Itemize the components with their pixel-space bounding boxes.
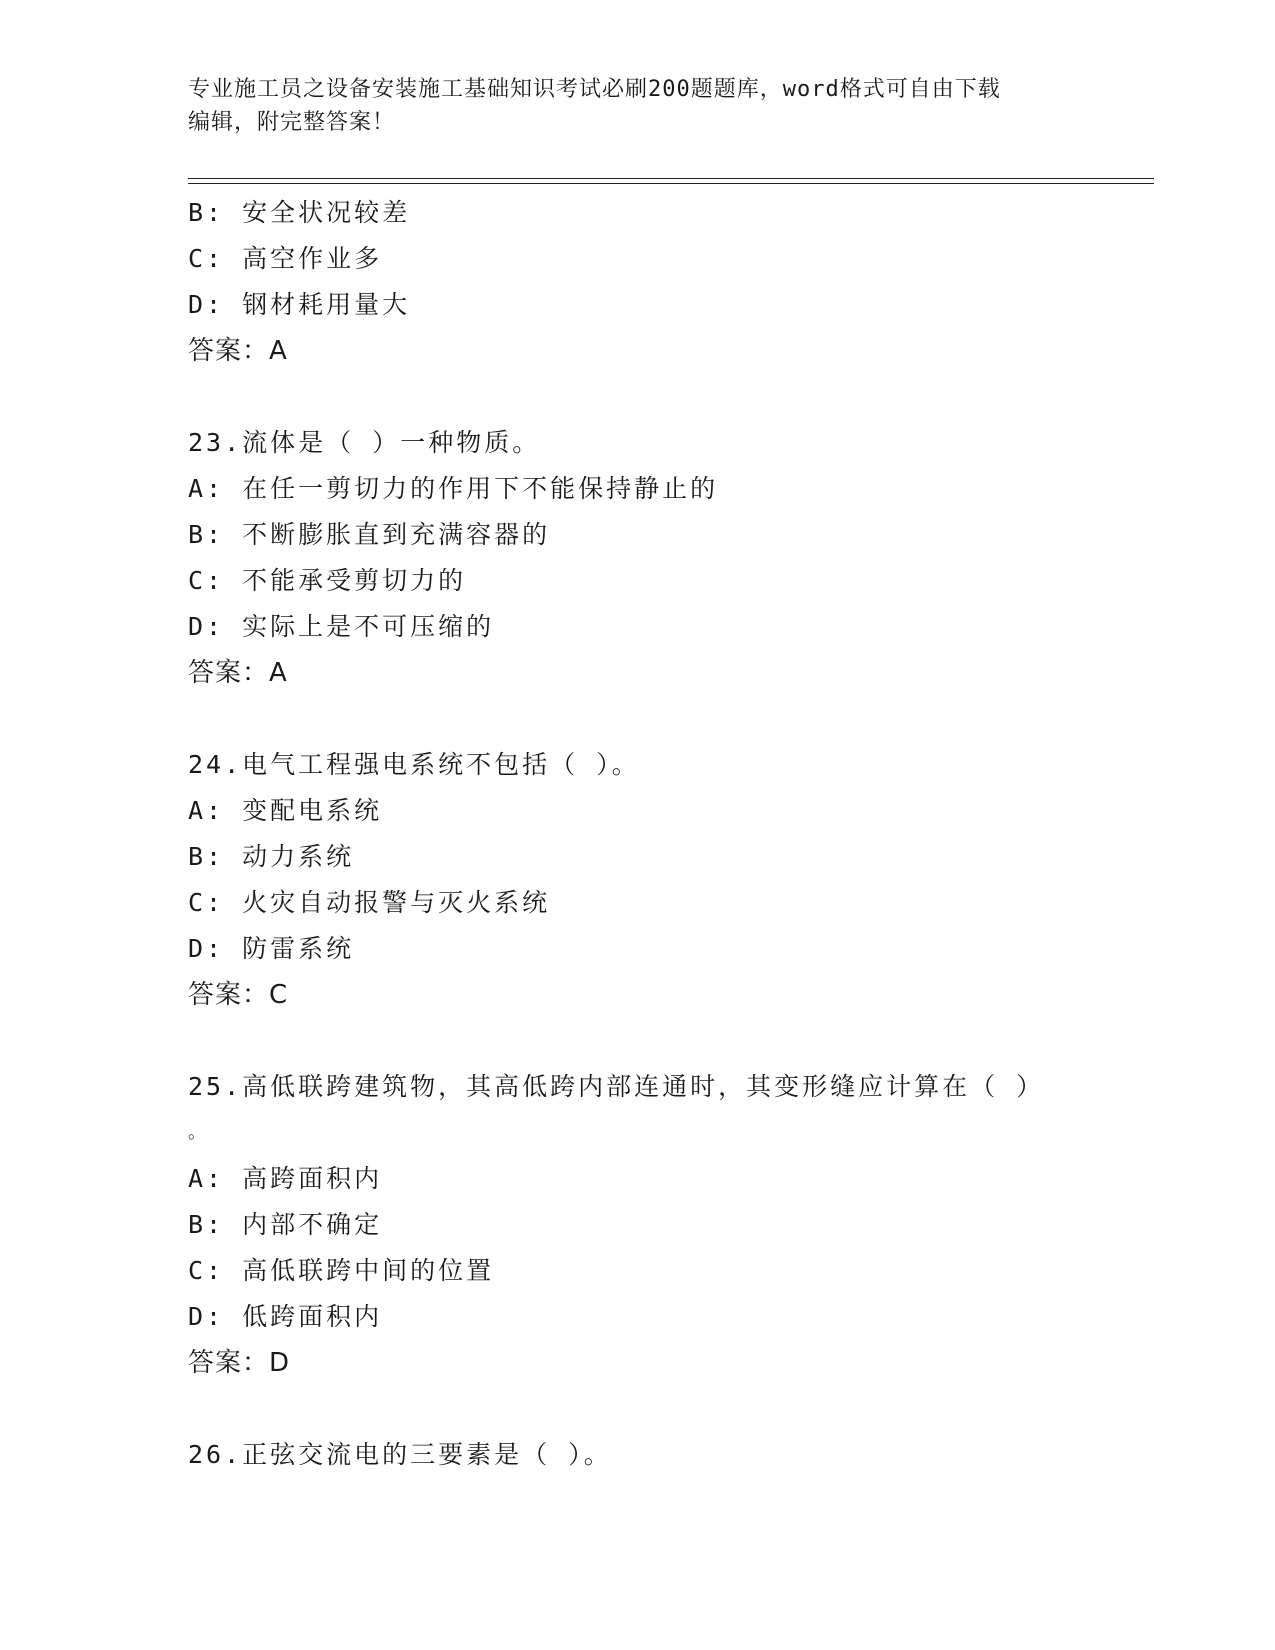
option-c: C: 火灾自动报警与灭火系统 (188, 888, 551, 917)
question-25 (188, 1064, 1088, 1386)
question-stem: 25.高低联跨建筑物，其高低跨内部连通时，其变形缝应计算在（ ） (188, 1072, 1045, 1101)
question-22-tail (188, 190, 1088, 374)
question-stem: 26.正弦交流电的三要素是（ ）。 (188, 1440, 612, 1469)
question-stem-continuation: 。 (188, 1122, 209, 1143)
spacer (188, 1386, 1088, 1432)
spacer (188, 1018, 1088, 1064)
question-stem: 23.流体是（ ）一种物质。 (188, 428, 541, 457)
question-26 (188, 1432, 1088, 1478)
option-b: B: 动力系统 (188, 842, 355, 871)
option-b: B: 安全状况较差 (188, 198, 411, 227)
option-a: A: 高跨面积内 (188, 1164, 383, 1193)
option-d: D: 防雷系统 (188, 934, 355, 963)
answer-line: 答案：D (188, 1348, 291, 1378)
spacer (188, 374, 1088, 420)
option-a: A: 在任一剪切力的作用下不能保持静止的 (188, 474, 719, 503)
option-a: A: 变配电系统 (188, 796, 383, 825)
question-23 (188, 420, 1088, 696)
header-rule-top (188, 178, 1154, 179)
option-b: B: 不断膨胀直到充满容器的 (188, 520, 551, 549)
header-title-line-1: 专业施工员之设备安装施工基础知识考试必刷200题题库，word格式可自由下载 (188, 77, 1001, 102)
answer-line: 答案：A (188, 336, 288, 366)
header-title-line-2: 编辑，附完整答案！ (188, 110, 396, 135)
option-d: D: 实际上是不可压缩的 (188, 612, 495, 641)
header-rule-bottom (188, 183, 1154, 184)
option-b: B: 内部不确定 (188, 1210, 383, 1239)
option-d: D: 钢材耗用量大 (188, 290, 411, 319)
option-c: C: 不能承受剪切力的 (188, 566, 467, 595)
option-c: C: 高低联跨中间的位置 (188, 1256, 495, 1285)
option-d: D: 低跨面积内 (188, 1302, 383, 1331)
option-c: C: 高空作业多 (188, 244, 383, 273)
question-24 (188, 742, 1088, 1018)
spacer (188, 696, 1088, 742)
question-list (188, 190, 1088, 1478)
document-header (188, 73, 1088, 139)
question-stem: 24.电气工程强电系统不包括（ ）。 (188, 750, 640, 779)
answer-line: 答案：C (188, 980, 289, 1010)
answer-line: 答案：A (188, 658, 288, 688)
